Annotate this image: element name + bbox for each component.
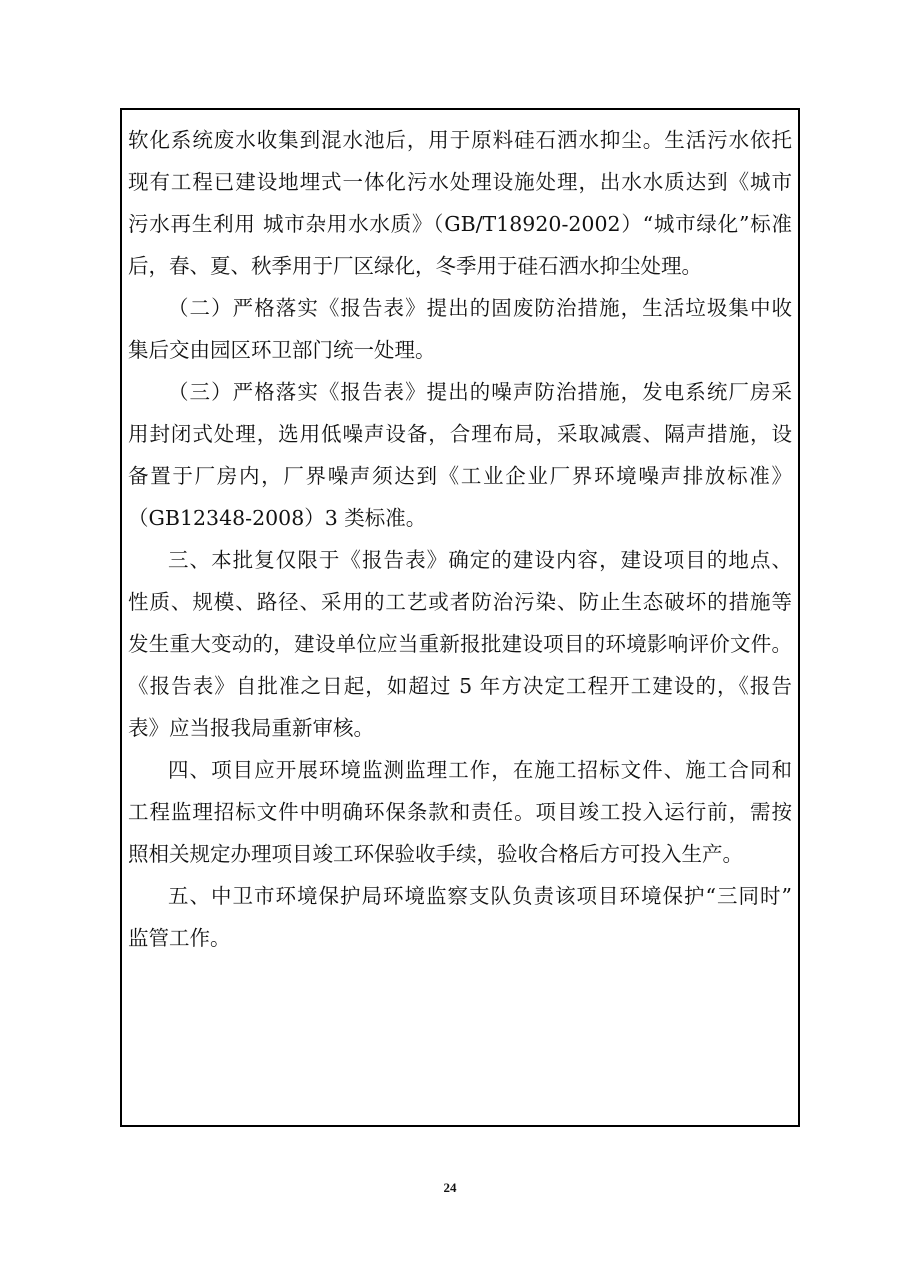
para-4-line-2: 照相关规定办理项目竣工环保验收手续，验收合格后方可投入生产。 bbox=[128, 842, 743, 866]
para-3-line-0: 三、本批复仅限于《报告表》确定的建设内容，建设项目的地点、 bbox=[168, 548, 792, 572]
para-5-line-0: 五、中卫市环境保护局环境监察支队负责该项目环境保护“三同时” bbox=[168, 884, 792, 908]
para-0-line-0: 软化系统废水收集到混水池后，用于原料硅石洒水抑尘。生活污水依托 bbox=[128, 128, 792, 152]
para-5-line-1: 监管工作。 bbox=[128, 926, 231, 950]
para-1-line-1: 集后交由园区环卫部门统一处理。 bbox=[128, 338, 436, 362]
para-3-line-4: 表》应当报我局重新审核。 bbox=[128, 716, 374, 740]
para-4-line-1: 工程监理招标文件中明确环保条款和责任。项目竣工投入运行前，需按 bbox=[128, 800, 792, 824]
para-0-line-1: 现有工程已建设地埋式一体化污水处理设施处理，出水水质达到《城市 bbox=[128, 170, 792, 194]
para-2-line-0: （三）严格落实《报告表》提出的噪声防治措施，发电系统厂房采 bbox=[168, 380, 792, 404]
para-0-line-3: 后，春、夏、秋季用于厂区绿化，冬季用于硅石洒水抑尘处理。 bbox=[128, 254, 702, 278]
para-4-line-0: 四、项目应开展环境监测监理工作，在施工招标文件、施工合同和 bbox=[168, 758, 792, 782]
document-body bbox=[128, 119, 792, 959]
para-2-line-1: 用封闭式处理，选用低噪声设备，合理布局，采取减震、隔声措施，设 bbox=[128, 422, 792, 446]
page-number: 24 bbox=[443, 1180, 457, 1195]
para-1-line-0: （二）严格落实《报告表》提出的固废防治措施，生活垃圾集中收 bbox=[168, 296, 792, 320]
para-3-line-3: 《报告表》自批准之日起，如超过 5 年方决定工程开工建设的，《报告 bbox=[128, 674, 792, 698]
para-3-line-2: 发生重大变动的，建设单位应当重新报批建设项目的环境影响评价文件。 bbox=[128, 632, 792, 656]
para-2-line-2: 备置于厂房内，厂界噪声须达到《工业企业厂界环境噪声排放标准》 bbox=[128, 464, 792, 488]
para-2-line-3: （GB12348-2008）3 类标准。 bbox=[128, 506, 427, 530]
para-3-line-1: 性质、规模、路径、采用的工艺或者防治污染、防止生态破坏的措施等 bbox=[128, 590, 792, 614]
para-0-line-2: 污水再生利用 城市杂用水水质》（GB/T18920-2002）“城市绿化”标准 bbox=[128, 212, 792, 236]
